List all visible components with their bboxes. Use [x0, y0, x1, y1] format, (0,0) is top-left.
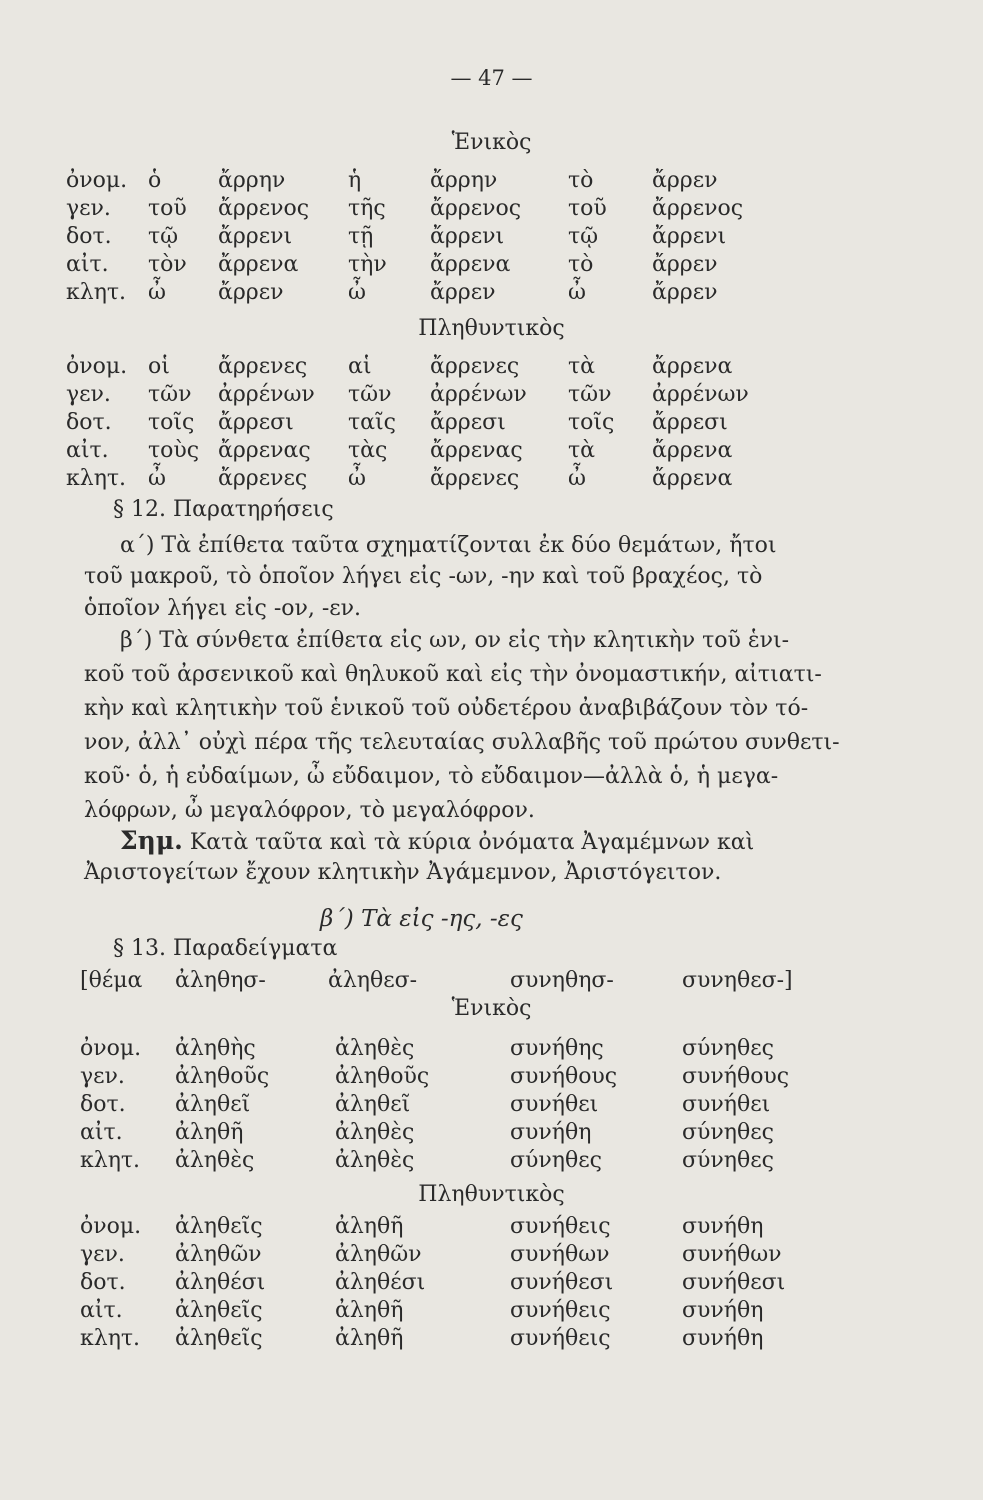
form-cell: ἄρρενες [218, 354, 308, 379]
form-cell: ὦ [568, 466, 586, 491]
form-cell: συνήθεις [510, 1298, 611, 1323]
form-cell: τὰ [568, 354, 596, 379]
form-cell: τὰς [348, 438, 388, 463]
case-label: κλητ. [66, 466, 127, 491]
form-cell: ὦ [348, 280, 366, 305]
form-cell: συνήθεις [510, 1214, 611, 1239]
form-cell: ἄρρενι [652, 224, 727, 249]
form-cell: ἄρρεν [652, 252, 718, 277]
form-cell: συνήθη [682, 1298, 764, 1323]
note-text-2: Ἀριστογείτων ἔχουν κλητικὴν Ἀγάμεμνον, Ἀριστόγειτον. [84, 860, 722, 885]
form-cell: ἀληθῆ [335, 1326, 404, 1351]
case-label: κλητ. [80, 1148, 141, 1173]
form-cell: ἄρρενας [218, 438, 311, 463]
form-cell: συνήθη [682, 1214, 764, 1239]
s12-note-line1 [120, 826, 754, 855]
form-cell: τὸν [148, 252, 187, 277]
form-cell: ἄρρενα [652, 354, 733, 379]
form-cell: ἡ [348, 168, 362, 193]
form-cell: ἀληθεῖς [175, 1326, 263, 1351]
form-cell: ἄρρεν [430, 280, 496, 305]
form-cell: ἀληθοῦς [175, 1064, 270, 1089]
form-cell: ἄρρεν [652, 168, 718, 193]
paragraph-line: β΄) Τὰ σύνθετα ἐπίθετα εἰς ων, ον εἰς τὴν κλητικὴν τοῦ ἑνι- [120, 628, 790, 653]
form-cell: τῶν [148, 382, 192, 407]
form-cell: συνήθων [510, 1242, 610, 1267]
theme-stem: συνηθησ- [510, 968, 614, 993]
form-cell: συνήθει [510, 1092, 599, 1117]
form-cell: ἀληθὲς [335, 1120, 415, 1145]
paragraph-line: νον, ἀλλ᾽ οὐχὶ πέρα τῆς τελευταίας συλλαβῆς τοῦ πρώτου συνθετι- [84, 730, 840, 755]
form-cell: τοῦ [148, 196, 187, 221]
case-label: δοτ. [80, 1092, 126, 1117]
form-cell: ἄρρενες [430, 466, 520, 491]
case-label: κλητ. [66, 280, 127, 305]
form-cell: ἄρρενα [218, 252, 299, 277]
case-label: δοτ. [80, 1270, 126, 1295]
form-cell: ὦ [568, 280, 586, 305]
page-number: — 47 — [450, 66, 533, 90]
sec1-plural-heading: Πληθυντικὸς [418, 316, 565, 341]
s12-heading: § 12. Παρατηρήσεις [113, 497, 334, 522]
form-cell: αἱ [348, 354, 372, 379]
form-cell: τοὺς [148, 438, 200, 463]
form-cell: ἀληθέσι [175, 1270, 266, 1295]
form-cell: ἄρρενι [218, 224, 293, 249]
form-cell: ἄρρεσι [218, 410, 294, 435]
form-cell: τοῖς [568, 410, 615, 435]
form-cell: ἄρρενα [652, 466, 733, 491]
form-cell: ἄρρενες [218, 466, 308, 491]
form-cell: ἀρρένων [652, 382, 749, 407]
case-label: γεν. [80, 1242, 125, 1267]
form-cell: συνήθης [510, 1036, 604, 1061]
form-cell: ἀρρένων [218, 382, 315, 407]
s13-heading: § 13. Παραδείγματα [113, 936, 338, 961]
form-cell: τῷ [148, 224, 179, 249]
form-cell: ἀληθῆ [335, 1214, 404, 1239]
form-cell: τοῦ [568, 196, 607, 221]
form-cell: ἄρρεσι [652, 410, 728, 435]
form-cell: ἀληθὴς [175, 1036, 256, 1061]
form-cell: ἀληθὲς [175, 1148, 255, 1173]
note-label: Σημ. [120, 826, 183, 855]
form-cell: ἄρρενα [430, 252, 511, 277]
form-cell: ἀρρένων [430, 382, 527, 407]
form-cell: ἄρρεν [652, 280, 718, 305]
paragraph-line: λόφρων, ὦ μεγαλόφρον, τὸ μεγαλόφρον. [84, 798, 535, 823]
form-cell: ἀληθοῦς [335, 1064, 430, 1089]
case-label: ὀνομ. [80, 1214, 142, 1239]
form-cell: ἀληθεῖς [175, 1214, 263, 1239]
form-cell: τῇ [348, 224, 374, 249]
form-cell: συνήθη [510, 1120, 592, 1145]
form-cell: ἀληθεῖ [175, 1092, 251, 1117]
form-cell: ὦ [148, 466, 166, 491]
form-cell: ἄρρενος [652, 196, 744, 221]
form-cell: σύνηθες [510, 1148, 602, 1173]
sec1-singular-heading: Ἑνικὸς [451, 130, 532, 155]
s13-plural-heading: Πληθυντικὸς [418, 1182, 565, 1207]
form-cell: συνήθους [510, 1064, 618, 1089]
form-cell: ἀληθῆ [335, 1298, 404, 1323]
form-cell: ἄρρενος [218, 196, 310, 221]
form-cell: συνήθεσι [510, 1270, 614, 1295]
form-cell: ἄρρενι [430, 224, 505, 249]
form-cell: ὁ [148, 168, 162, 193]
form-cell: συνήθεσι [682, 1270, 786, 1295]
form-cell: ἄρρενας [430, 438, 523, 463]
case-label: αἰτ. [80, 1298, 123, 1323]
form-cell: ἀληθέσι [335, 1270, 426, 1295]
case-label: γεν. [66, 196, 111, 221]
form-cell: ἀληθῶν [335, 1242, 422, 1267]
form-cell: ὦ [348, 466, 366, 491]
form-cell: ἀληθῶν [175, 1242, 262, 1267]
case-label: ὀνομ. [80, 1036, 142, 1061]
paragraph-line: α΄) Τὰ ἐπίθετα ταῦτα σχηματίζονται ἐκ δύο θεμάτων, ἤτοι [120, 533, 777, 558]
theme-stem: [θέμα [80, 968, 143, 993]
form-cell: ἄρρεν [218, 280, 284, 305]
form-cell: ἄρρην [218, 168, 286, 193]
form-cell: τῶν [348, 382, 392, 407]
form-cell: συνήθους [682, 1064, 790, 1089]
case-label: δοτ. [66, 224, 112, 249]
form-cell: ἀληθεῖς [175, 1298, 263, 1323]
case-label: δοτ. [66, 410, 112, 435]
form-cell: ὦ [148, 280, 166, 305]
form-cell: ἄρρενα [652, 438, 733, 463]
form-cell: ἄρρην [430, 168, 498, 193]
paragraph-line: κοῦ· ὁ, ἡ εὐδαίμων, ὦ εὔδαιμον, τὸ εὔδαιμον—ἀλλὰ ὁ, ἡ μεγα- [84, 764, 779, 789]
form-cell: ἀληθὲς [335, 1036, 415, 1061]
case-label: γεν. [66, 382, 111, 407]
paragraph-line: κὴν καὶ κλητικὴν τοῦ ἑνικοῦ τοῦ οὐδετέρου ἀναβιβάζουν τὸν τό- [84, 696, 809, 721]
theme-stem: ἀληθησ- [175, 968, 266, 993]
form-cell: τοῖς [148, 410, 195, 435]
form-cell: συνήθει [682, 1092, 771, 1117]
form-cell: ἄρρενος [430, 196, 522, 221]
case-label: κλητ. [80, 1326, 141, 1351]
beta-heading: β΄) Τὰ εἰς -ης, -ες [320, 906, 523, 932]
case-label: αἰτ. [66, 252, 109, 277]
form-cell: οἱ [148, 354, 170, 379]
form-cell: ταῖς [348, 410, 396, 435]
case-label: ὀνομ. [66, 354, 128, 379]
case-label: γεν. [80, 1064, 125, 1089]
form-cell: συνήθη [682, 1326, 764, 1351]
form-cell: σύνηθες [682, 1148, 774, 1173]
form-cell: ἀληθῆ [175, 1120, 244, 1145]
form-cell: τὸ [568, 168, 594, 193]
form-cell: συνήθων [682, 1242, 782, 1267]
form-cell: τῆς [348, 196, 386, 221]
form-cell: ἄρρενες [430, 354, 520, 379]
form-cell: τὸ [568, 252, 594, 277]
form-cell: ἀληθεῖ [335, 1092, 411, 1117]
form-cell: τὰ [568, 438, 596, 463]
paragraph-line: ὁποῖον λήγει εἰς -ον, -εν. [84, 596, 362, 621]
form-cell: σύνηθες [682, 1120, 774, 1145]
s13-singular-heading: Ἑνικὸς [451, 996, 532, 1021]
form-cell: ἄρρεσι [430, 410, 506, 435]
form-cell: τῷ [568, 224, 599, 249]
form-cell: τῶν [568, 382, 612, 407]
theme-stem: ἀληθεσ- [328, 968, 418, 993]
form-cell: ἀληθὲς [335, 1148, 415, 1173]
theme-stem: συνηθεσ-] [682, 968, 793, 993]
case-label: αἰτ. [80, 1120, 123, 1145]
note-text-1: Κατὰ ταῦτα καὶ τὰ κύρια ὀνόματα Ἀγαμέμνων καὶ [189, 830, 755, 855]
form-cell: σύνηθες [682, 1036, 774, 1061]
paragraph-line: τοῦ μακροῦ, τὸ ὁποῖον λήγει εἰς -ων, -ην καὶ τοῦ βραχέος, τὸ [84, 564, 763, 589]
paragraph-line: κοῦ τοῦ ἀρσενικοῦ καὶ θηλυκοῦ καὶ εἰς τὴν ὀνομαστικήν, αἰτιατι- [84, 662, 822, 687]
form-cell: συνήθεις [510, 1326, 611, 1351]
form-cell: τὴν [348, 252, 387, 277]
case-label: αἰτ. [66, 438, 109, 463]
case-label: ὀνομ. [66, 168, 128, 193]
